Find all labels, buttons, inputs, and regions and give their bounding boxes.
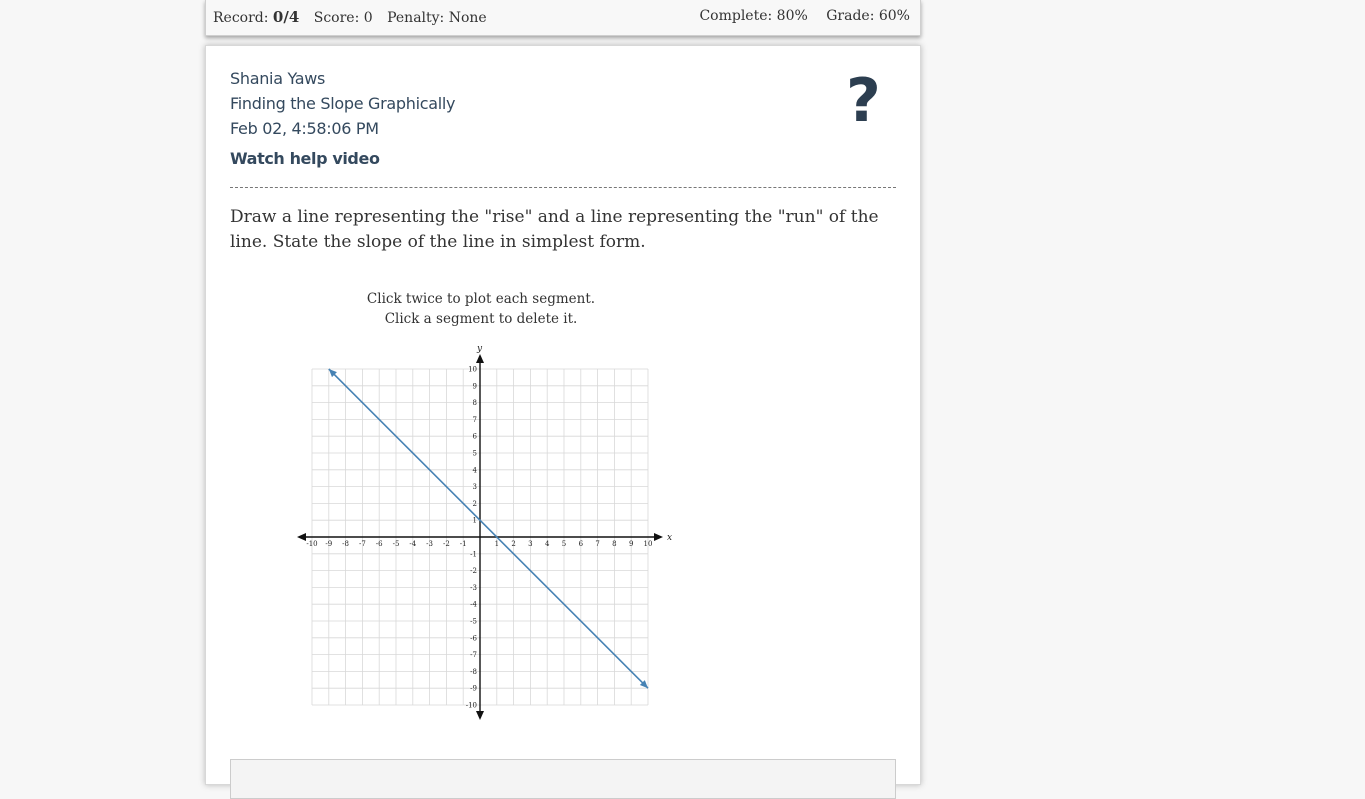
y-tick-label: -2 — [470, 567, 477, 576]
x-tick-label: -4 — [409, 540, 417, 548]
y-tick-label: -7 — [470, 651, 477, 660]
y-tick-label: 7 — [472, 415, 477, 424]
y-tick-label: -9 — [470, 684, 477, 693]
plotted-line[interactable] — [329, 369, 648, 688]
x-tick-label: 9 — [628, 540, 634, 548]
status-right — [685, 8, 910, 24]
x-tick-label: 6 — [578, 540, 584, 548]
y-tick-label: 10 — [468, 365, 477, 374]
status-bar — [205, 0, 921, 36]
y-tick-label: -3 — [470, 583, 477, 592]
x-tick-label: 7 — [595, 540, 600, 548]
x-tick-label: 2 — [511, 540, 516, 548]
coordinate-graph[interactable] — [206, 46, 922, 746]
timestamp: Feb 02, 4:58:06 PM — [230, 119, 379, 138]
y-tick-label: -10 — [465, 701, 477, 710]
x-tick-label: -3 — [426, 540, 434, 548]
y-tick-label: 6 — [472, 432, 477, 441]
y-tick-label: -1 — [470, 550, 477, 559]
answer-area[interactable] — [230, 759, 896, 799]
question-card — [205, 45, 921, 785]
y-axis-label: y — [477, 344, 483, 354]
x-tick-label: 5 — [561, 540, 567, 548]
x-axis-arrow-left-icon — [297, 533, 306, 541]
x-tick-label: -6 — [375, 540, 383, 548]
instruction-line-2: Click a segment to delete it. — [384, 311, 578, 327]
y-tick-label: 5 — [472, 449, 477, 458]
y-tick-label: -4 — [470, 600, 477, 609]
instruction-line-1: Click twice to plot each segment. — [366, 291, 596, 307]
y-axis-arrow-down-icon — [476, 711, 484, 720]
student-name: Shania Yaws — [230, 69, 326, 88]
y-tick-label: 8 — [472, 399, 477, 408]
x-tick-label: -2 — [442, 540, 450, 548]
x-tick-label: -5 — [392, 540, 400, 548]
x-axis-label: x — [667, 533, 673, 543]
status-left — [213, 8, 497, 26]
x-tick-label: -8 — [342, 540, 350, 548]
watch-help-video-link[interactable]: Watch help video — [230, 149, 380, 168]
x-tick-label: 4 — [544, 540, 550, 548]
y-tick-label: 1 — [472, 516, 477, 525]
assignment-title: Finding the Slope Graphically — [230, 94, 456, 113]
x-tick-label: 8 — [612, 540, 617, 548]
y-tick-label: 9 — [472, 382, 477, 391]
help-question-icon[interactable]: ? — [846, 66, 881, 136]
complete-status: Complete: 80% — [699, 8, 808, 24]
y-tick-label: -8 — [470, 667, 477, 676]
y-axis-arrow-up-icon — [476, 354, 484, 363]
x-tick-label: -1 — [459, 540, 467, 548]
y-tick-label: 4 — [472, 466, 477, 475]
y-tick-label: -6 — [470, 634, 477, 643]
x-axis-arrow-right-icon — [654, 533, 663, 541]
x-tick-label: 10 — [643, 540, 653, 548]
question-text: Draw a line representing the "rise" and a line representing the "run" of the line. State the slope of the line in simplest form. — [230, 207, 879, 252]
x-tick-label: -7 — [358, 540, 366, 548]
score-status: Score: 0 — [313, 10, 373, 26]
x-tick-label: 3 — [528, 540, 533, 548]
y-tick-label: 3 — [472, 483, 477, 492]
x-tick-label: 1 — [494, 540, 500, 548]
y-tick-label: -5 — [470, 617, 477, 626]
x-tick-label: -9 — [325, 540, 333, 548]
grade-status: Grade: 60% — [826, 8, 910, 24]
x-tick-label: -10 — [306, 540, 318, 548]
penalty-status: Penalty: None — [387, 10, 487, 26]
y-tick-label: 2 — [472, 499, 477, 508]
record-value: 0/4 — [272, 8, 300, 26]
record-status: Record: 0/4 — [213, 8, 300, 26]
